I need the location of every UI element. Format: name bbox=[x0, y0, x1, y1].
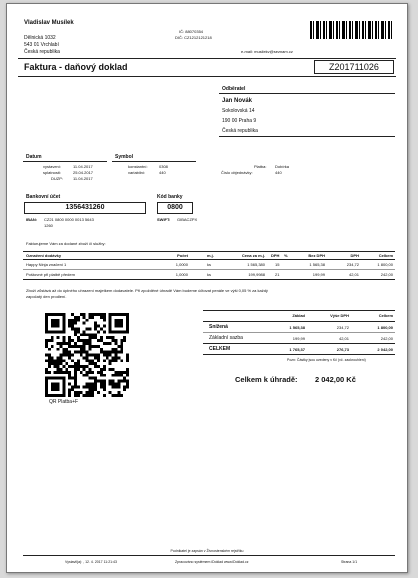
customer-city: 190 00 Praha 9 bbox=[222, 118, 257, 124]
symbols-heading: Symbol bbox=[115, 154, 134, 160]
divider bbox=[203, 310, 395, 311]
bank-code-label: Kód banky bbox=[157, 194, 183, 200]
item-price: 1 565,380 bbox=[247, 262, 265, 267]
retention-note-cont: započatý den prodlení. bbox=[26, 294, 67, 299]
constant-symbol: 0308 bbox=[159, 164, 168, 169]
retention-note: Zboží zůstává až do úplného uhrazení majetkem dodavatele. Při zpožděné úhradě Vám budeme účtovat penále ve výši 0,05 % za každý bbox=[26, 288, 268, 293]
issued-label: vystavení: bbox=[43, 164, 62, 169]
supplier-ic: IČ: 88070354 bbox=[179, 29, 204, 34]
supplier-name: Vladislav Musílek bbox=[24, 20, 74, 26]
col-pct: % bbox=[284, 253, 288, 258]
divider bbox=[23, 161, 107, 162]
supplier-email: e-mail: musilekv@seznam.cz bbox=[241, 49, 293, 54]
customer-street: Sokolovská 14 bbox=[222, 108, 255, 114]
item-name: Happy Ninja značení 1 bbox=[26, 262, 67, 267]
divider bbox=[219, 93, 395, 94]
item-vat-amount: 42,01 bbox=[348, 272, 359, 277]
due-date: 25.04.2017 bbox=[73, 170, 94, 175]
divider bbox=[203, 343, 395, 344]
amount-due-label: Celkem k úhradě: bbox=[235, 375, 298, 384]
qr-caption: QR Platba+F bbox=[49, 399, 79, 405]
issued-by: Vystavil(a): , 12. 4. 2017 11:21:43 bbox=[65, 560, 117, 564]
summary-total: 1 800,00 bbox=[377, 325, 393, 330]
summary-vat: 276,73 bbox=[336, 347, 349, 352]
summary-base: 1 765,37 bbox=[289, 347, 305, 352]
variable-symbol: 440 bbox=[159, 170, 166, 175]
iban-line-1: CZ21 0800 0000 0013 5643 bbox=[44, 217, 94, 222]
divider bbox=[219, 136, 395, 137]
invoice-title: Faktura - daňový doklad bbox=[24, 62, 128, 72]
summary-total: 242,00 bbox=[380, 336, 393, 341]
customer-name: Jan Novák bbox=[222, 98, 253, 104]
summary-base: 199,99 bbox=[292, 336, 305, 341]
divider bbox=[18, 58, 396, 59]
issued-date: 11.04.2017 bbox=[73, 164, 93, 169]
supplier-street: Dělnická 1032 bbox=[24, 35, 56, 41]
col-total: Celkem bbox=[378, 253, 393, 258]
order-number: 440 bbox=[275, 170, 282, 175]
supplier-dic: DIČ: CZ1212121218 bbox=[175, 35, 212, 40]
bank-account: 1356431260 bbox=[65, 204, 105, 211]
variable-label: variabilní: bbox=[128, 170, 146, 175]
divider bbox=[112, 161, 196, 162]
divider bbox=[23, 269, 395, 270]
payment-label: Platba: bbox=[254, 164, 267, 169]
summary-base: 1 565,38 bbox=[289, 325, 305, 330]
col-name: Označení dodávky bbox=[26, 253, 62, 258]
page-number: Strana 1/1 bbox=[341, 560, 358, 564]
summary-col-base: Základ bbox=[292, 313, 305, 318]
barcode-image bbox=[310, 21, 392, 39]
col-base: Bez DPH bbox=[308, 253, 325, 258]
summary-col-total: Celkem bbox=[378, 313, 393, 318]
duzp-date: 11.04.2017 bbox=[73, 176, 93, 181]
item-total: 242,00 bbox=[380, 272, 393, 277]
divider bbox=[23, 279, 395, 280]
summary-label: Snížená bbox=[209, 324, 228, 330]
col-unit: m.j. bbox=[207, 253, 214, 258]
item-total: 1 800,00 bbox=[377, 262, 393, 267]
col-vat-amount: DPH bbox=[350, 253, 359, 258]
col-price: Cena za m.j. bbox=[241, 253, 265, 258]
iban-label: IBAN: bbox=[26, 217, 38, 222]
customer-heading: Odběratel bbox=[222, 86, 246, 92]
summary-col-vat: Výše DPH bbox=[330, 313, 349, 318]
divider bbox=[18, 76, 396, 77]
summary-vat: 42,01 bbox=[338, 336, 349, 341]
registration-note: Podnikatel je zapsán v Živnostenském rejstříku bbox=[170, 549, 244, 553]
customer-country: Česká republika bbox=[222, 128, 258, 134]
col-qty: Počet bbox=[177, 253, 188, 258]
dates-heading: Datum bbox=[26, 154, 42, 160]
items-intro: Fakturujeme Vám za dodané zboží či služby: bbox=[26, 241, 106, 246]
summary-label: Základní sazba bbox=[209, 335, 243, 341]
divider bbox=[23, 555, 395, 556]
item-vat: 21 bbox=[275, 272, 280, 277]
item-price: 199,9988 bbox=[248, 272, 265, 277]
divider bbox=[23, 251, 395, 252]
invoice-page bbox=[6, 3, 408, 573]
bank-account-label: Bankovní účet bbox=[26, 194, 61, 200]
payment-method: Dobírka bbox=[275, 164, 290, 169]
supplier-city: 543 01 Vrchlabí bbox=[24, 42, 59, 48]
summary-vat: 234,72 bbox=[336, 325, 349, 330]
item-base: 1 565,38 bbox=[309, 262, 325, 267]
item-qty: 1,0000 bbox=[175, 262, 188, 267]
order-label: Číslo objednávky: bbox=[221, 170, 253, 175]
item-unit: ks bbox=[207, 272, 211, 277]
item-vat-amount: 234,72 bbox=[346, 262, 359, 267]
qr-code-image bbox=[45, 313, 129, 397]
item-base: 199,99 bbox=[312, 272, 325, 277]
iban-line-2: 1260 bbox=[44, 223, 53, 228]
summary-label: CELKEM bbox=[209, 346, 231, 352]
software-note: Zpracováno systémem iDoklad www.iDoklad.cz bbox=[175, 560, 249, 564]
divider bbox=[23, 259, 395, 260]
swift-label: SWIFT: bbox=[157, 217, 171, 222]
item-qty: 1,0000 bbox=[175, 272, 188, 277]
item-unit: ks bbox=[207, 262, 211, 267]
swift-code: GIBACZPX bbox=[177, 217, 198, 222]
item-vat: 15 bbox=[275, 262, 280, 267]
divider bbox=[203, 321, 395, 322]
item-name: Poštovné při platbě předem bbox=[26, 272, 75, 277]
due-label: splatnosti: bbox=[43, 170, 62, 175]
rounding-note: Pozn: Částky jsou uvedeny v Kč (vč. zaokrouhlení) bbox=[287, 358, 366, 362]
summary-total: 2 042,00 bbox=[377, 347, 393, 352]
constant-label: konstantní: bbox=[128, 164, 148, 169]
invoice-number: Z201711026 bbox=[329, 62, 379, 72]
duzp-label: DUZP: bbox=[51, 176, 63, 181]
divider bbox=[203, 332, 395, 333]
bank-code: 0800 bbox=[167, 204, 183, 211]
amount-due: 2 042,00 Kč bbox=[315, 375, 356, 384]
divider bbox=[203, 354, 395, 355]
col-vat: DPH bbox=[271, 253, 280, 258]
supplier-country: Česká republika bbox=[24, 49, 60, 55]
